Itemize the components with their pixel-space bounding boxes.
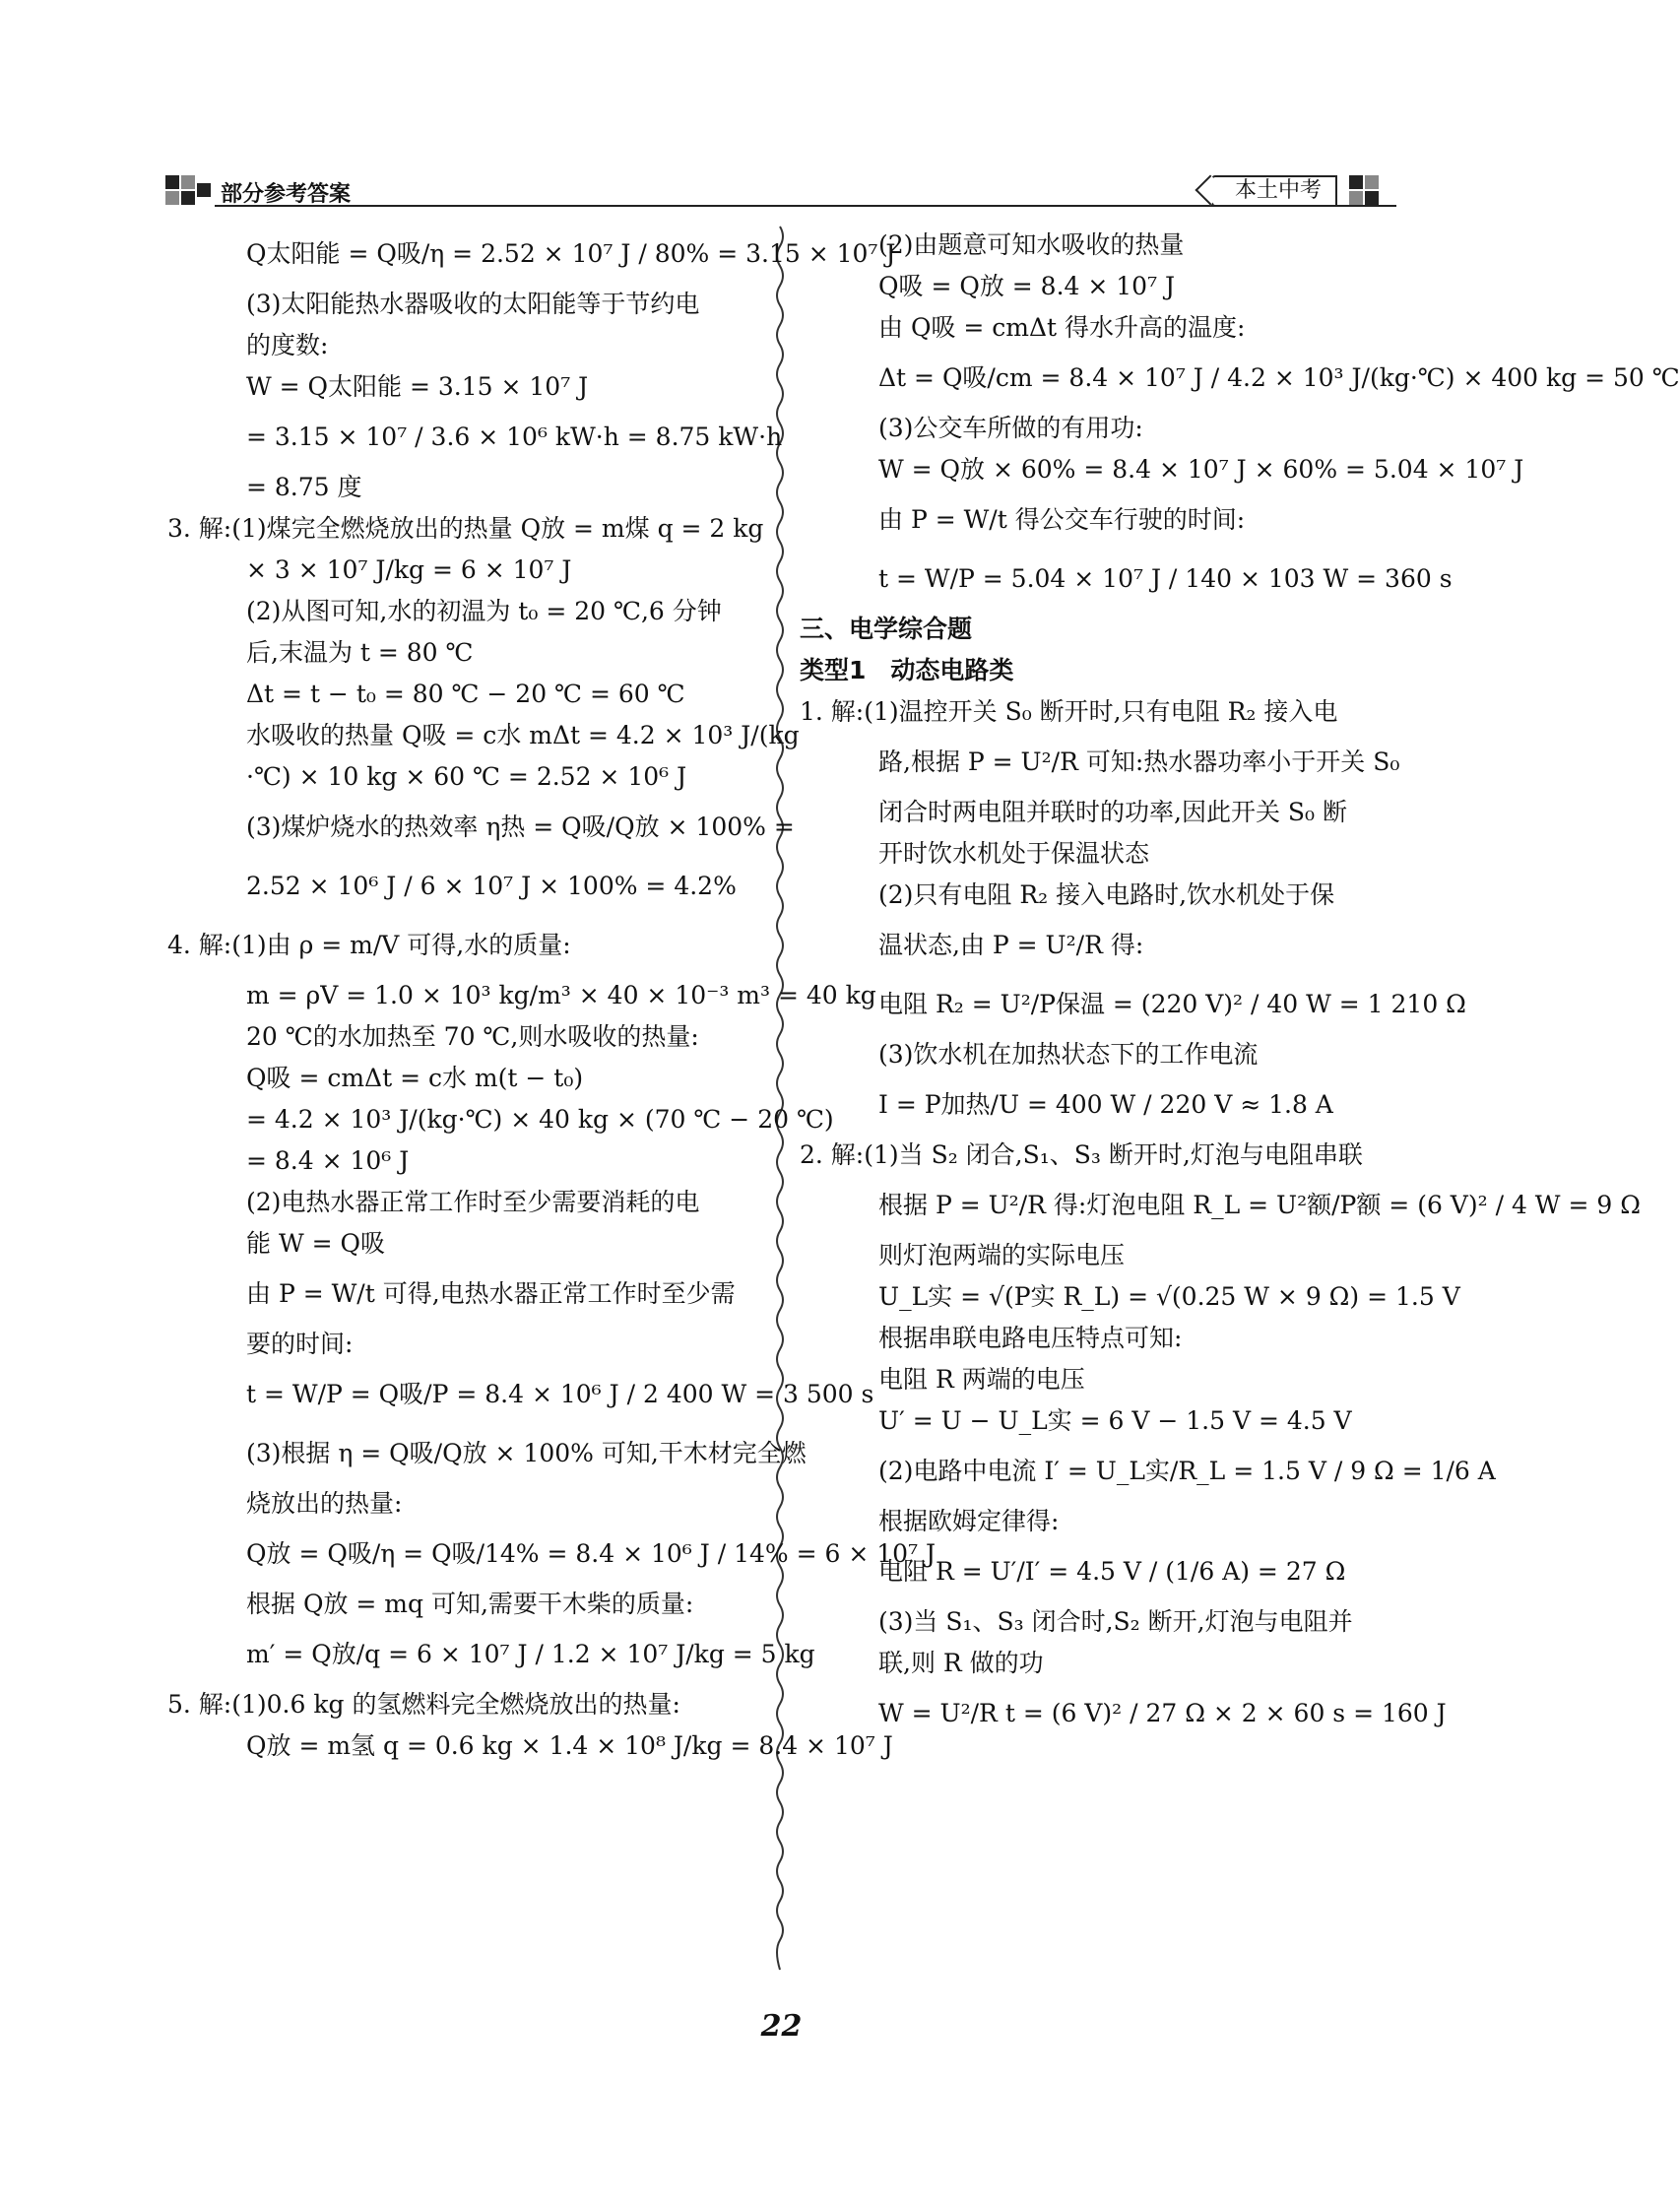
answer-line: Δt = Q吸/cm = 8.4 × 10⁷ J / 4.2 × 10³ J/(kg·℃) × 400 kg = 50 ℃ bbox=[878, 363, 1680, 392]
answer-line: m = ρV = 1.0 × 10³ kg/m³ × 40 × 10⁻³ m³ = 40 kg bbox=[246, 981, 876, 1009]
answer-line: (2)电热水器正常工作时至少需要消耗的电 bbox=[246, 1188, 700, 1216]
right-column bbox=[800, 225, 1680, 1743]
section-heading: 三、电学综合题 bbox=[800, 615, 973, 643]
answer-line: t = W/P = Q吸/P = 8.4 × 10⁶ J / 2 400 W = 3 500 s bbox=[246, 1380, 874, 1408]
answer-line: 能 W = Q吸 bbox=[246, 1229, 385, 1258]
answer-line: 20 ℃的水加热至 70 ℃,则水吸收的热量: bbox=[246, 1022, 699, 1051]
page-header bbox=[165, 175, 1396, 217]
answer-line: 的度数: bbox=[246, 331, 329, 359]
answer-line: ·℃) × 10 kg × 60 ℃ = 2.52 × 10⁶ J bbox=[246, 762, 687, 791]
answer-line: 4. 解:(1)由 ρ = m/V 可得,水的质量: bbox=[167, 931, 571, 959]
answer-line: 水吸收的热量 Q吸 = c水 mΔt = 4.2 × 10³ J/(kg bbox=[246, 721, 800, 749]
header-left-square-icon bbox=[181, 191, 195, 205]
answer-line: U_L实 = √(P实 R_L) = √(0.25 W × 9 Ω) = 1.5 V bbox=[878, 1282, 1460, 1311]
answer-line: W = Q放 × 60% = 8.4 × 10⁷ J × 60% = 5.04 × 10⁷ J bbox=[878, 455, 1524, 484]
subsection-heading: 类型1 动态电路类 bbox=[800, 656, 1014, 684]
answer-line: (3)饮水机在加热状态下的工作电流 bbox=[878, 1040, 1259, 1069]
answer-line: 后,末温为 t = 80 ℃ bbox=[246, 638, 474, 667]
answer-line: 根据欧姆定律得: bbox=[878, 1507, 1060, 1535]
answer-line: 根据 P = U²/R 得:灯泡电阻 R_L = U²额/P额 = (6 V)² / 4 W = 9 Ω bbox=[878, 1191, 1641, 1219]
answer-line: = 4.2 × 10³ J/(kg·℃) × 40 kg × (70 ℃ − 20 ℃) bbox=[246, 1105, 834, 1134]
answer-line: (2)电路中电流 I′ = U_L实/R_L = 1.5 V / 9 Ω = 1/6 A bbox=[878, 1457, 1496, 1485]
answer-line: Q吸 = Q放 = 8.4 × 10⁷ J bbox=[878, 272, 1176, 300]
answer-line: 闭合时两电阻并联时的功率,因此开关 S₀ 断 bbox=[878, 798, 1347, 826]
answer-line: (2)只有电阻 R₂ 接入电路时,饮水机处于保 bbox=[878, 880, 1335, 909]
header-right-square-icon bbox=[1365, 191, 1379, 205]
answer-line: Q放 = m氢 q = 0.6 kg × 1.4 × 10⁸ J/kg = 8.4 × 10⁷ J bbox=[246, 1731, 893, 1760]
answer-line: 由 Q吸 = cmΔt 得水升高的温度: bbox=[878, 313, 1246, 342]
answer-line: 2. 解:(1)当 S₂ 闭合,S₁、S₃ 断开时,灯泡与电阻串联 bbox=[800, 1140, 1363, 1169]
header-left-square-icon bbox=[165, 175, 179, 189]
answer-line: 由 P = W/t 可得,电热水器正常工作时至少需 bbox=[246, 1279, 736, 1308]
answer-line: = 8.75 度 bbox=[246, 473, 362, 501]
answer-line: 则灯泡两端的实际电压 bbox=[878, 1241, 1126, 1269]
answer-line: 由 P = W/t 得公交车行驶的时间: bbox=[878, 505, 1246, 534]
answer-line: (3)煤炉烧水的热效率 η热 = Q吸/Q放 × 100% = bbox=[246, 812, 795, 841]
header-left-square-icon bbox=[197, 183, 211, 197]
answer-line: Δt = t − t₀ = 80 ℃ − 20 ℃ = 60 ℃ bbox=[246, 680, 685, 708]
answer-line: (3)太阳能热水器吸收的太阳能等于节约电 bbox=[246, 290, 700, 318]
answer-line: I = P加热/U = 400 W / 220 V ≈ 1.8 A bbox=[878, 1090, 1333, 1119]
header-right-tab: 本土中考 bbox=[1211, 175, 1337, 207]
header-left-square-icon bbox=[181, 175, 195, 189]
answer-line: W = Q太阳能 = 3.15 × 10⁷ J bbox=[246, 372, 589, 401]
answer-line: (2)由题意可知水吸收的热量 bbox=[878, 230, 1185, 259]
answer-line: Q太阳能 = Q吸/η = 2.52 × 10⁷ J / 80% = 3.15 × 10⁷ J bbox=[246, 239, 896, 268]
header-left-square-icon bbox=[165, 191, 179, 205]
answer-line: m′ = Q放/q = 6 × 10⁷ J / 1.2 × 10⁷ J/kg = 5 kg bbox=[246, 1640, 815, 1668]
header-left-title: 部分参考答案 bbox=[221, 182, 352, 207]
answer-line: (3)根据 η = Q吸/Q放 × 100% 可知,干木材完全燃 bbox=[246, 1439, 807, 1467]
answer-line: t = W/P = 5.04 × 10⁷ J / 140 × 103 W = 360 s bbox=[878, 564, 1453, 593]
answer-line: 2.52 × 10⁶ J / 6 × 10⁷ J × 100% = 4.2% bbox=[246, 872, 737, 900]
answer-line: 联,则 R 做的功 bbox=[878, 1649, 1044, 1677]
answer-line: 温状态,由 P = U²/R 得: bbox=[878, 931, 1144, 959]
answer-line: Q吸 = cmΔt = c水 m(t − t₀) bbox=[246, 1064, 584, 1092]
answer-line: 开时饮水机处于保温状态 bbox=[878, 839, 1150, 868]
answer-line: × 3 × 10⁷ J/kg = 6 × 10⁷ J bbox=[246, 555, 572, 584]
answer-line: = 8.4 × 10⁶ J bbox=[246, 1146, 410, 1175]
answer-line: U′ = U − U_L实 = 6 V − 1.5 V = 4.5 V bbox=[878, 1406, 1352, 1435]
answer-line: 根据 Q放 = mq 可知,需要干木柴的质量: bbox=[246, 1590, 694, 1618]
answer-line: (3)当 S₁、S₃ 闭合时,S₂ 断开,灯泡与电阻并 bbox=[878, 1607, 1353, 1636]
answer-line: (3)公交车所做的有用功: bbox=[878, 414, 1143, 442]
answer-line: = 3.15 × 10⁷ / 3.6 × 10⁶ kW·h = 8.75 kW·h bbox=[246, 422, 783, 451]
answer-line: 烧放出的热量: bbox=[246, 1489, 403, 1518]
header-right-square-icon bbox=[1349, 191, 1363, 205]
answer-line: 5. 解:(1)0.6 kg 的氢燃料完全燃烧放出的热量: bbox=[167, 1690, 680, 1719]
answer-line: W = U²/R t = (6 V)² / 27 Ω × 2 × 60 s = 160 J bbox=[878, 1699, 1447, 1727]
answer-line: (2)从图可知,水的初温为 t₀ = 20 ℃,6 分钟 bbox=[246, 597, 722, 625]
answer-line: 3. 解:(1)煤完全燃烧放出的热量 Q放 = m煤 q = 2 kg bbox=[167, 514, 764, 543]
answer-line: Q放 = Q吸/η = Q吸/14% = 8.4 × 10⁶ J / 14% = 6 × 10⁷ J bbox=[246, 1539, 937, 1568]
page-number: 22 bbox=[760, 2009, 803, 2044]
answer-line: 路,根据 P = U²/R 可知:热水器功率小于开关 S₀ bbox=[878, 748, 1400, 776]
answer-line: 要的时间: bbox=[246, 1330, 354, 1358]
answer-line: 1. 解:(1)温控开关 S₀ 断开时,只有电阻 R₂ 接入电 bbox=[800, 697, 1338, 726]
header-right-square-icon bbox=[1349, 175, 1363, 189]
answer-line: 电阻 R 两端的电压 bbox=[878, 1365, 1085, 1394]
header-right-square-icon bbox=[1365, 175, 1379, 189]
answer-line: 电阻 R₂ = U²/P保温 = (220 V)² / 40 W = 1 210 Ω bbox=[878, 990, 1466, 1018]
answer-line: 电阻 R = U′/I′ = 4.5 V / (1/6 A) = 27 Ω bbox=[878, 1557, 1346, 1586]
answer-line: 根据串联电路电压特点可知: bbox=[878, 1324, 1183, 1352]
column-divider bbox=[773, 227, 787, 1970]
